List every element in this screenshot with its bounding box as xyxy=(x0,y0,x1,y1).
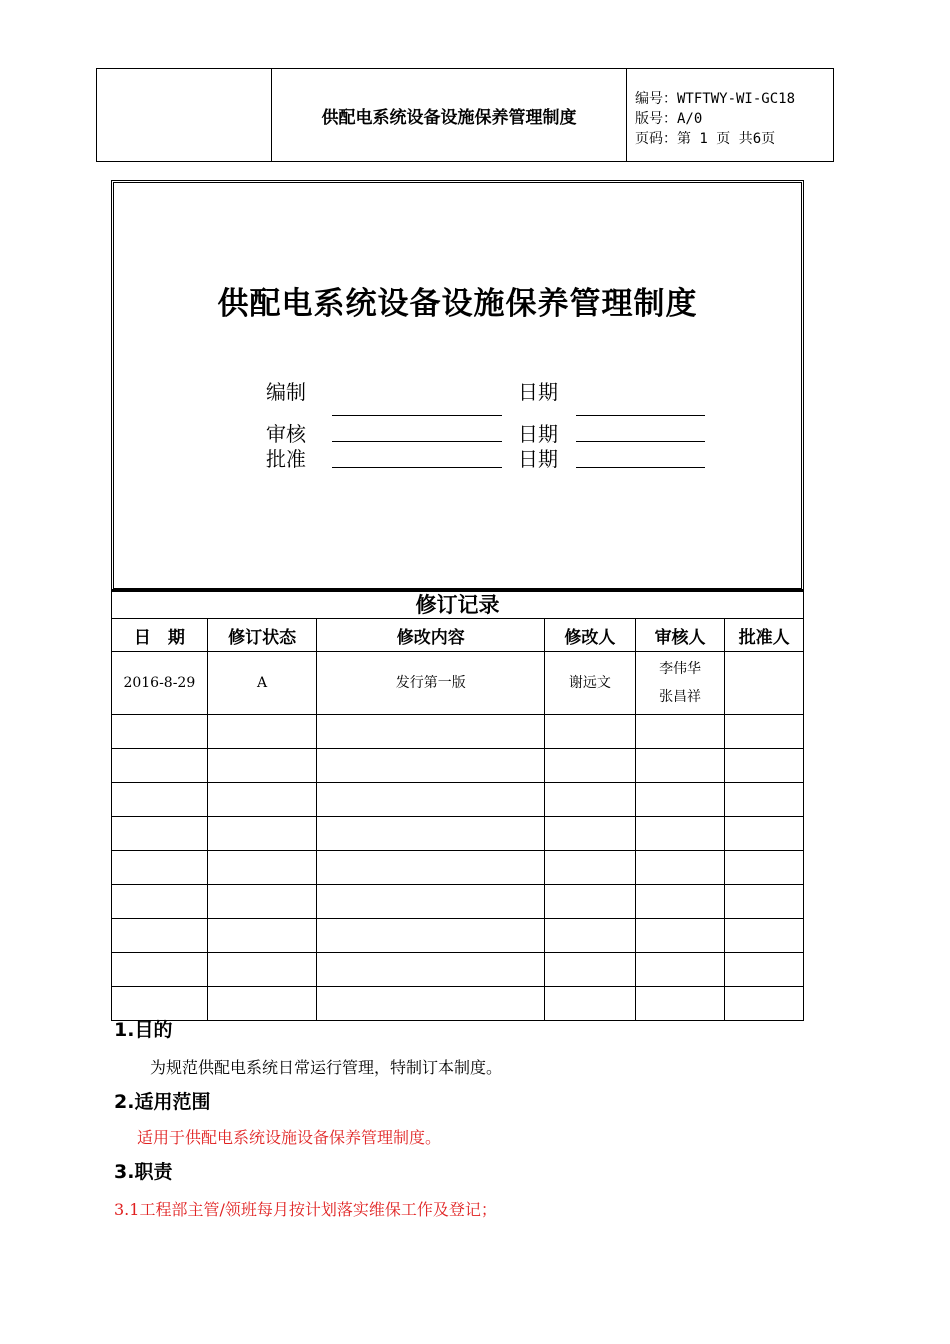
reviewed-label: 审核 xyxy=(266,422,306,446)
col-date: 日 期 xyxy=(112,619,208,652)
col-status: 修订状态 xyxy=(207,619,317,652)
table-cell xyxy=(545,987,636,1021)
logo-cell xyxy=(97,69,272,161)
compiled-label: 编制 xyxy=(266,380,306,404)
approved-date-line xyxy=(576,467,705,468)
table-row xyxy=(112,851,804,885)
col-reviewer: 审核人 xyxy=(635,619,725,652)
table-cell xyxy=(207,987,317,1021)
table-cell xyxy=(317,885,545,919)
table-row xyxy=(112,953,804,987)
table-cell xyxy=(635,783,725,817)
table-row xyxy=(112,783,804,817)
table-cell xyxy=(317,783,545,817)
table-cell xyxy=(545,851,636,885)
table-cell xyxy=(112,715,208,749)
table-row xyxy=(112,715,804,749)
table-cell xyxy=(112,817,208,851)
reviewed-signature-line xyxy=(332,415,502,416)
table-cell xyxy=(207,851,317,885)
table-cell xyxy=(207,919,317,953)
table-cell xyxy=(635,953,725,987)
table-cell xyxy=(317,953,545,987)
table-cell xyxy=(207,749,317,783)
revision-header-row xyxy=(112,619,804,652)
approved-signature-line xyxy=(332,467,502,468)
table-cell xyxy=(317,851,545,885)
table-cell xyxy=(207,715,317,749)
section-1-text: 为规范供配电系统日常运行管理，特制订本制度。 xyxy=(150,1058,503,1077)
col-modifier: 修改人 xyxy=(545,619,636,652)
section-2-heading: 2.适用范围 xyxy=(114,1091,211,1113)
header-meta xyxy=(635,89,830,149)
table-cell xyxy=(635,749,725,783)
table-cell xyxy=(635,817,725,851)
table-cell xyxy=(635,851,725,885)
table-cell xyxy=(725,715,804,749)
table-cell xyxy=(207,817,317,851)
cover-box xyxy=(111,180,804,591)
table-cell xyxy=(635,919,725,953)
table-cell xyxy=(112,749,208,783)
table-row xyxy=(112,919,804,953)
cover-title: 供配电系统设备设施保养管理制度 xyxy=(217,286,698,322)
table-row xyxy=(112,749,804,783)
cell-date: 2016-8-29 xyxy=(112,652,208,715)
table-cell xyxy=(725,817,804,851)
revision-title: 修订记录 xyxy=(111,589,804,618)
table-cell xyxy=(635,987,725,1021)
table-row xyxy=(112,817,804,851)
reviewed-date-line-2 xyxy=(576,441,705,442)
table-cell xyxy=(725,885,804,919)
col-content: 修改内容 xyxy=(317,619,545,652)
table-cell xyxy=(545,715,636,749)
table-cell xyxy=(317,715,545,749)
table-row xyxy=(112,987,804,1021)
table-cell xyxy=(545,919,636,953)
reviewed-date-label: 日期 xyxy=(518,422,558,446)
table-cell xyxy=(112,953,208,987)
table-cell xyxy=(317,987,545,1021)
table-cell xyxy=(317,749,545,783)
table-cell xyxy=(725,987,804,1021)
approved-date-label: 日期 xyxy=(518,447,558,471)
cell-status: A xyxy=(207,652,317,715)
table-cell xyxy=(725,953,804,987)
doc-version: 版号：A/0 xyxy=(635,111,703,127)
compiled-date-label: 日期 xyxy=(518,380,558,404)
doc-page: 页码：第 1 页 共6页 xyxy=(635,131,776,147)
doc-code: 编号：WTFTWY-WI-GC18 xyxy=(635,91,796,107)
section-3-heading: 3.职责 xyxy=(114,1161,173,1183)
section-3-1-text: 3.1工程部主管/领班每月按计划落实维保工作及登记； xyxy=(114,1200,497,1219)
header-title: 供配电系统设备设施保养管理制度 xyxy=(272,69,627,161)
table-cell xyxy=(725,749,804,783)
table-cell xyxy=(635,715,725,749)
cell-modifier: 谢远文 xyxy=(545,652,636,715)
table-row xyxy=(112,885,804,919)
reviewed-signature-line-2 xyxy=(332,441,502,442)
table-cell xyxy=(207,783,317,817)
section-1-heading: 1.目的 xyxy=(114,1019,173,1041)
reviewer-name: 张昌祥 xyxy=(659,689,702,705)
col-approver: 批准人 xyxy=(725,619,804,652)
table-cell xyxy=(112,885,208,919)
table-cell xyxy=(112,851,208,885)
reviewed-date-line xyxy=(576,415,705,416)
table-cell xyxy=(725,851,804,885)
revision-table xyxy=(111,618,804,1021)
table-cell xyxy=(207,953,317,987)
table-cell xyxy=(635,885,725,919)
table-row xyxy=(112,652,804,715)
table-cell xyxy=(112,783,208,817)
table-cell xyxy=(545,885,636,919)
table-cell xyxy=(545,953,636,987)
reviewer-name: 李伟华 xyxy=(659,661,702,677)
table-cell xyxy=(545,783,636,817)
revision-record xyxy=(111,589,804,1021)
cell-reviewer xyxy=(635,652,725,715)
table-cell xyxy=(545,817,636,851)
table-cell xyxy=(725,783,804,817)
table-cell xyxy=(317,919,545,953)
cell-content: 发行第一版 xyxy=(317,652,545,715)
table-cell xyxy=(725,919,804,953)
table-cell xyxy=(545,749,636,783)
approved-label: 批准 xyxy=(266,447,306,471)
table-cell xyxy=(112,919,208,953)
cell-approver xyxy=(725,652,804,715)
document-header xyxy=(96,68,834,162)
section-2-text: 适用于供配电系统设施设备保养管理制度。 xyxy=(137,1128,442,1147)
table-cell xyxy=(207,885,317,919)
table-cell xyxy=(317,817,545,851)
